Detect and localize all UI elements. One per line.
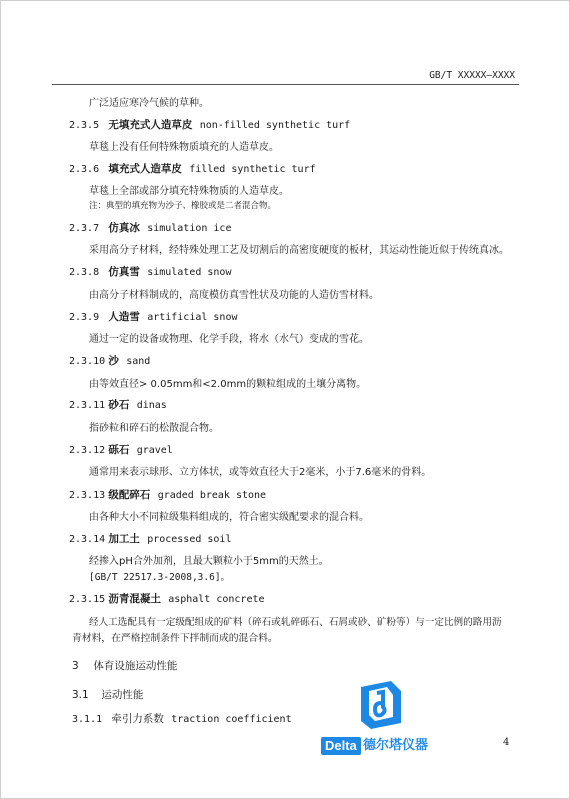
term-heading-2-3-9 [69, 309, 238, 324]
term-english: asphalt concrete [168, 594, 265, 605]
term-heading-2-3-12 [69, 442, 173, 457]
document-code: GB/T XXXXX—XXXX [429, 70, 515, 81]
definition-text: 由等效直径> 0.05mm和<2.0mm的颗粒组成的土壤分离物。 [89, 379, 367, 390]
note-text: 注：典型的填充物为沙子、橡胶或是二者混合物。 [89, 201, 277, 211]
term-english: artificial snow [147, 312, 238, 323]
term-heading-2-3-6 [69, 161, 316, 176]
definition-text: 采用高分子材料，经特殊处理工艺及切割后的高密度硬度的板材，其运动性能近似于传统真冰。 [89, 245, 509, 256]
term-chinese: 填充式人造草皮 [108, 163, 182, 175]
section-number: 3 [72, 660, 79, 672]
section-title: 体育设施运动性能 [93, 660, 178, 672]
term-number: 2.3.12 [69, 445, 106, 456]
term-english: simulation ice [147, 223, 232, 234]
definition-text: 由各种大小不同粒级集料组成的，符合密实级配要求的混合料。 [89, 512, 369, 523]
term-number: 2.3.11 [69, 400, 106, 411]
term-chinese: 无填充式人造草皮 [108, 119, 193, 131]
term-heading-2-3-5 [69, 117, 350, 132]
term-english: filled synthetic turf [189, 164, 316, 175]
page-number: 4 [503, 737, 510, 748]
term-chinese: 砾石 [108, 444, 130, 456]
term-heading-2-3-11 [69, 397, 167, 412]
logo-brand-text: Delta [321, 737, 361, 755]
term-chinese: 仿真雪 [108, 266, 140, 278]
term-chinese: 仿真冰 [108, 222, 140, 234]
definition-text: 指砂粒和碎石的松散混合物。 [89, 423, 219, 434]
term-number: 2.3.5 [69, 120, 100, 131]
term-chinese: 人造雪 [108, 311, 140, 323]
delta-logo-icon [351, 677, 407, 733]
section-title: 运动性能 [101, 689, 144, 701]
term-chinese: 沥青混凝土 [108, 593, 161, 605]
term-chinese: 牵引力系数 [111, 713, 164, 725]
definition-text: 草毯上没有任何特殊物质填充的人造草皮。 [89, 142, 279, 153]
term-number: 2.3.14 [69, 534, 106, 545]
term-english: gravel [136, 445, 173, 456]
term-english: graded break stone [157, 490, 267, 501]
header-rule [52, 84, 519, 85]
reference-text: [GB/T 22517.3-2008,3.6]。 [89, 572, 231, 583]
term-english: sand [126, 356, 151, 367]
section-heading-3-1 [72, 687, 143, 702]
term-number: 2.3.13 [69, 490, 106, 501]
term-english: traction coefficient [171, 714, 292, 725]
watermark-logo [321, 671, 441, 761]
definition-text: 青材料，在严格控制条件下拌制而成的混合料。 [72, 633, 278, 644]
term-number: 3.1.1 [72, 714, 103, 725]
term-heading-2-3-13 [69, 487, 266, 502]
term-chinese: 砂石 [108, 399, 130, 411]
definition-text: 由高分子材料制成的，高度模仿真雪性状及功能的人造仿雪材料。 [89, 290, 379, 301]
term-chinese: 加工土 [108, 533, 140, 545]
term-number: 2.3.9 [69, 312, 100, 323]
term-heading-2-3-14 [69, 531, 231, 546]
section-heading-3 [72, 658, 177, 673]
definition-text: 通常用来表示球形、立方体状，或等效直径大于2毫米，小于7.6毫米的骨料。 [89, 467, 432, 478]
term-number: 2.3.10 [69, 356, 106, 367]
term-english: processed soil [147, 534, 232, 545]
term-chinese: 沙 [108, 355, 119, 367]
term-heading-2-3-10 [69, 353, 150, 368]
term-english: simulated snow [147, 267, 232, 278]
logo-chinese-text: 德尔塔仪器 [363, 738, 429, 753]
definition-text: 经人工选配具有一定级配组成的矿料（碎石或轧碎砾石、石屑或砂、矿粉等）与一定比例的路用沥 [89, 617, 502, 628]
term-heading-2-3-15 [69, 591, 265, 606]
term-heading-3-1-1 [72, 711, 292, 726]
term-heading-2-3-7 [69, 220, 231, 235]
term-number: 2.3.8 [69, 267, 100, 278]
definition-text: 通过一定的设备或物理、化学手段，将水（水气）变成的雪花。 [89, 334, 369, 345]
section-number: 3.1 [72, 689, 89, 701]
term-number: 2.3.7 [69, 223, 100, 234]
term-english: non-filled synthetic turf [199, 120, 351, 131]
definition-text: 草毯上全部或部分填充特殊物质的人造草皮。 [89, 186, 289, 197]
body-text: 广泛适应寒冷气候的草种。 [89, 98, 209, 109]
term-chinese: 级配碎石 [108, 489, 151, 501]
term-number: 2.3.15 [69, 594, 106, 605]
term-english: dinas [136, 400, 167, 411]
term-number: 2.3.6 [69, 164, 100, 175]
term-heading-2-3-8 [69, 264, 231, 279]
definition-text: 经掺入pH合外加剂，且最大颗粒小于5mm的天然土。 [89, 556, 329, 567]
